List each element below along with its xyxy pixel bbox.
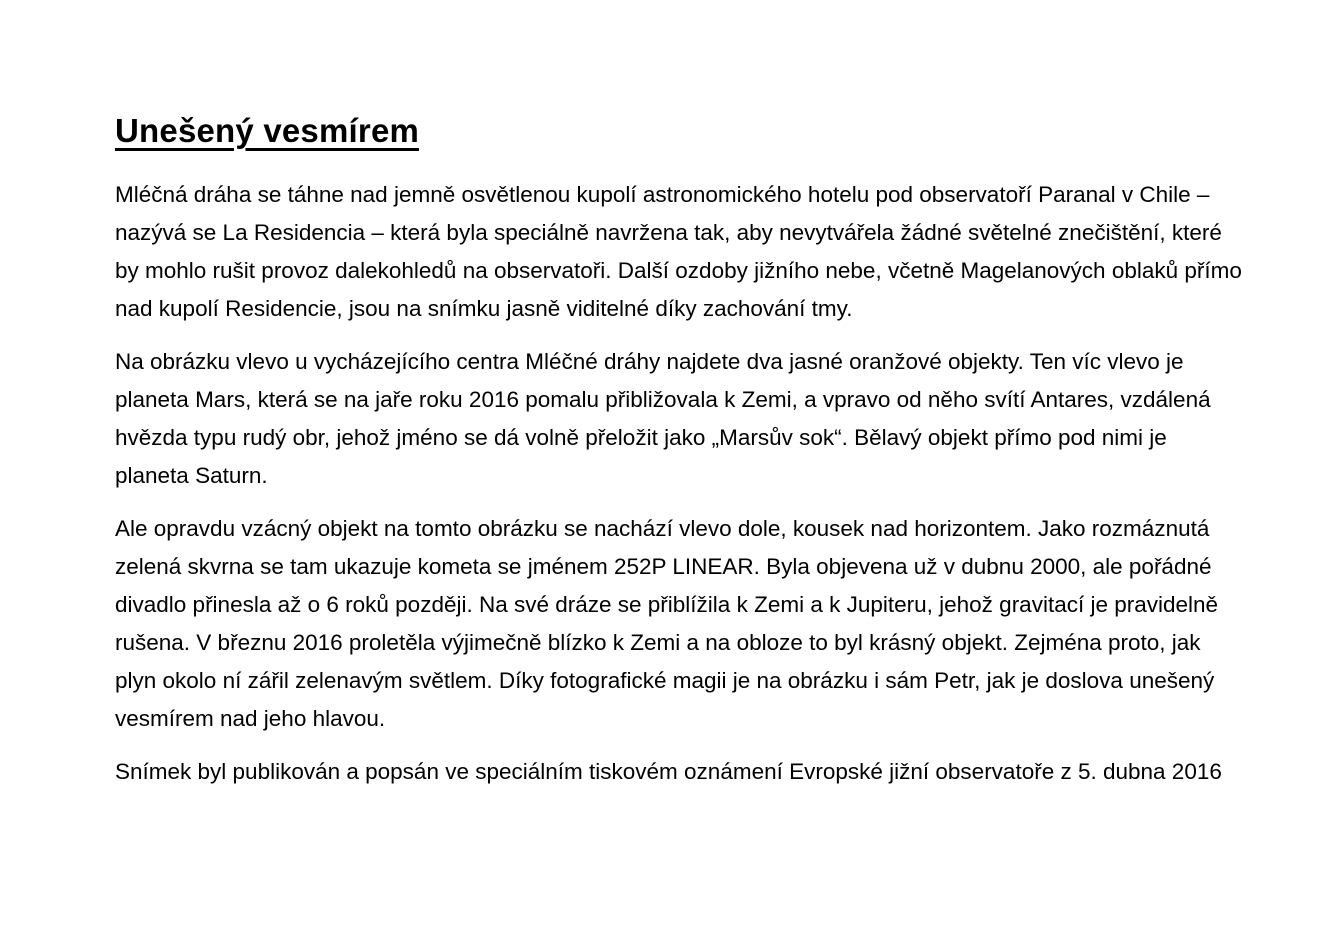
paragraph-milky-way: Mléčná dráha se táhne nad jemně osvětlenou kupolí astronomického hotelu pod observatoří Paranal v Chile – nazývá se La Residencia – která byla speciálně navržena tak, aby nevytvářela žádné světelné znečištění, které by mohlo rušit provoz dalekohledů na observatoři. Další ozdoby jižního nebe, včetně Magelanových oblaků přímo nad kupolí Residencie, jsou na snímku jasně viditelné díky zachování tmy. bbox=[115, 182, 1242, 321]
document-title: Unešený vesmírem bbox=[115, 112, 420, 149]
paragraph-comet-252p: Ale opravdu vzácný objekt na tomto obrázku se nachází vlevo dole, kousek nad horizontem. Jako rozmáznutá zelená skvrna se tam ukazuje kometa se jménem 252P LINEAR. Byla objevena už v dubnu 2000, ale pořádné divadlo přinesla až o 6 roků později. Na své dráze se přiblížila k Zemi a k Jupiteru, jehož gravitací je pravidelně rušena. V březnu 2016 proletěla výjimečně blízko k Zemi a na obloze to byl krásný objekt. Zejména proto, jak plyn okolo ní zářil zelenavým světlem. Díky fotografické magii je na obrázku i sám Petr, jak je doslova unešený vesmírem nad jeho hlavou. bbox=[115, 516, 1219, 731]
paragraph-publication-note: Snímek byl publikován a popsán ve speciálním tiskovém oznámení Evropské jižní observatoře z 5. dubna 2016 bbox=[115, 759, 1222, 784]
paragraph-mars-antares: Na obrázku vlevo u vycházejícího centra Mléčné dráhy najdete dva jasné oranžové objekty. Ten víc vlevo je planeta Mars, která se na jaře roku 2016 pomalu přibližovala k Zemi, a vpravo od něho svítí Antares, vzdálená hvězda typu rudý obr, jehož jméno se dá volně přeložit jako „Marsův sok“. Bělavý objekt přímo pod nimi je planeta Saturn. bbox=[115, 349, 1211, 488]
